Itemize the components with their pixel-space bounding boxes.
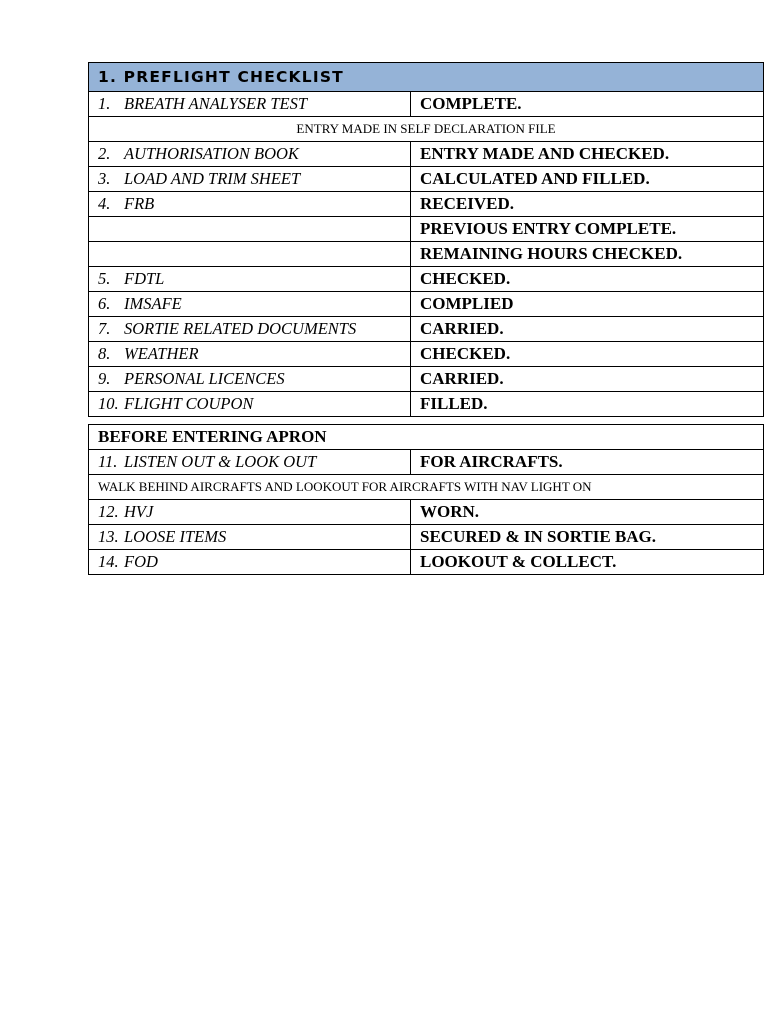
item-cell	[89, 317, 411, 342]
item-value: COMPLIED	[411, 292, 764, 317]
checklist-row	[89, 450, 764, 475]
checklist-row	[89, 267, 764, 292]
item-number: 7.	[98, 319, 111, 338]
item-value: SECURED & IN SORTIE BAG.	[411, 525, 764, 550]
item-label: LOAD AND TRIM SHEET	[124, 169, 301, 188]
note-text: ENTRY MADE IN SELF DECLARATION FILE	[89, 117, 764, 142]
note-row	[89, 475, 764, 500]
item-number: 6.	[98, 294, 111, 313]
before-apron-table	[88, 424, 764, 575]
item-value: RECEIVED.	[411, 192, 764, 217]
checklist-row	[89, 317, 764, 342]
item-value: CALCULATED AND FILLED.	[411, 167, 764, 192]
item-value: FOR AIRCRAFTS.	[411, 450, 764, 475]
item-number: 2.	[98, 144, 111, 163]
item-cell	[89, 450, 411, 475]
item-value: FILLED.	[411, 392, 764, 417]
item-label: FOD	[124, 552, 158, 571]
item-value: CHECKED.	[411, 342, 764, 367]
item-number: 11.	[98, 452, 118, 471]
checklist-row	[89, 142, 764, 167]
item-cell	[89, 92, 411, 117]
checklist-row	[89, 342, 764, 367]
item-value: CARRIED.	[411, 367, 764, 392]
item-label: LISTEN OUT & LOOK OUT	[124, 452, 317, 471]
item-number: 3.	[98, 169, 111, 188]
item-number: 14.	[98, 552, 119, 571]
item-cell	[89, 550, 411, 575]
item-label: FDTL	[124, 269, 165, 288]
item-cell	[89, 525, 411, 550]
item-label: AUTHORISATION BOOK	[124, 144, 299, 163]
section-title: 1. PREFLIGHT CHECKLIST	[89, 63, 764, 92]
item-value: COMPLETE.	[411, 92, 764, 117]
checklist-row	[89, 500, 764, 525]
item-cell	[89, 167, 411, 192]
item-label: IMSAFE	[124, 294, 182, 313]
item-number: 12.	[98, 502, 119, 521]
item-cell	[89, 192, 411, 217]
note-row	[89, 117, 764, 142]
checklist-row	[89, 167, 764, 192]
checklist-row	[89, 292, 764, 317]
item-cell	[89, 217, 411, 242]
item-cell	[89, 342, 411, 367]
item-value: CHECKED.	[411, 267, 764, 292]
subsection-header-row	[89, 425, 764, 450]
item-label: SORTIE RELATED DOCUMENTS	[124, 319, 357, 338]
item-label: PERSONAL LICENCES	[124, 369, 285, 388]
checklist-row	[89, 192, 764, 217]
checklist-row	[89, 242, 764, 267]
section-header-row	[89, 63, 764, 92]
item-cell	[89, 367, 411, 392]
item-value: WORN.	[411, 500, 764, 525]
subsection-title: BEFORE ENTERING APRON	[89, 425, 764, 450]
item-number: 5.	[98, 269, 111, 288]
item-cell	[89, 292, 411, 317]
item-value: REMAINING HOURS CHECKED.	[411, 242, 764, 267]
item-cell	[89, 242, 411, 267]
checklist-row	[89, 392, 764, 417]
item-label: FLIGHT COUPON	[124, 394, 254, 413]
item-cell	[89, 500, 411, 525]
item-cell	[89, 267, 411, 292]
item-number: 13.	[98, 527, 119, 546]
checklist-row	[89, 217, 764, 242]
item-value: LOOKOUT & COLLECT.	[411, 550, 764, 575]
checklist-row	[89, 525, 764, 550]
preflight-checklist-table	[88, 62, 764, 417]
item-number: 1.	[98, 94, 111, 113]
item-label: LOOSE ITEMS	[124, 527, 227, 546]
item-label: FRB	[124, 194, 155, 213]
item-number: 10.	[98, 394, 119, 413]
item-label: WEATHER	[124, 344, 199, 363]
item-number: 9.	[98, 369, 111, 388]
item-value: PREVIOUS ENTRY COMPLETE.	[411, 217, 764, 242]
checklist-row	[89, 367, 764, 392]
item-number: 4.	[98, 194, 111, 213]
item-label: BREATH ANALYSER TEST	[124, 94, 308, 113]
item-cell	[89, 392, 411, 417]
item-cell	[89, 142, 411, 167]
item-label: HVJ	[124, 502, 154, 521]
checklist-row	[89, 92, 764, 117]
note-text: WALK BEHIND AIRCRAFTS AND LOOKOUT FOR AIRCRAFTS WITH NAV LIGHT ON	[89, 475, 764, 500]
item-number: 8.	[98, 344, 111, 363]
item-value: CARRIED.	[411, 317, 764, 342]
checklist-row	[89, 550, 764, 575]
item-value: ENTRY MADE AND CHECKED.	[411, 142, 764, 167]
